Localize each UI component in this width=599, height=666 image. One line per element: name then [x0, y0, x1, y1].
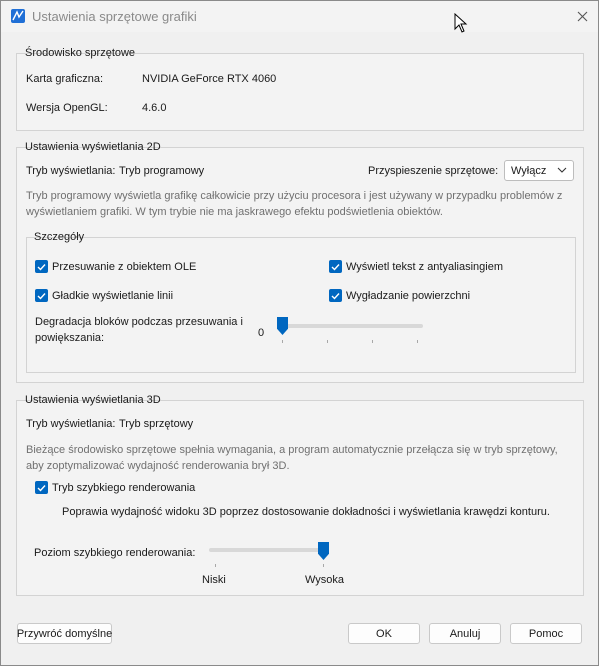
graphics-card-value: NVIDIA GeForce RTX 4060 [142, 73, 277, 85]
ole-pan-checkbox[interactable] [35, 260, 196, 273]
fast-render-checkbox[interactable] [35, 481, 195, 494]
window-title: Ustawienia sprzętowe grafiki [32, 9, 197, 24]
smooth-lines-label: Gładkie wyświetlanie linii [52, 289, 174, 302]
app-icon [11, 9, 25, 23]
checkbox-checked-icon [35, 289, 48, 302]
fast-render-level-label: Poziom szybkiego renderowania: [34, 547, 196, 559]
fast-render-description: Poprawia wydajność widoku 3D poprzez dostosowanie dokładności i wyświetlania krawędzi konturu. [62, 506, 550, 518]
help-button[interactable]: Pomoc [510, 623, 582, 644]
hardware-acceleration-label: Przyspieszenie sprzętowe: [368, 165, 499, 177]
slider-tick [327, 340, 328, 343]
details-group [26, 237, 576, 373]
antialias-text-checkbox[interactable] [329, 260, 503, 273]
display-3d-description: Bieżące środowisko sprzętowe spełnia wymagania, a program automatycznie przełącza się w tryb sprzętowy, aby zoptymalizować wydajność renderowania brył 3D. [26, 444, 558, 472]
slider-tick [282, 340, 283, 343]
slider-tick [372, 340, 373, 343]
display-3d-mode-label: Tryb wyświetlania: [26, 418, 116, 430]
fast-render-level-low: Niski [202, 574, 226, 586]
slider-tick [215, 564, 216, 567]
surface-smoothing-label: Wygładzanie powierzchni [346, 289, 471, 302]
checkbox-checked-icon [35, 481, 48, 494]
opengl-version-value: 4.6.0 [142, 102, 167, 114]
block-degradation-label: Degradacja bloków podczas przesuwania i powiększania: [35, 316, 243, 344]
display-2d-title: Ustawienia wyświetlania 2D [25, 141, 161, 153]
cancel-button[interactable]: Anuluj [429, 623, 501, 644]
slider-tick [417, 340, 418, 343]
close-icon [577, 11, 588, 22]
checkbox-checked-icon [329, 260, 342, 273]
fast-render-level-high: Wysoka [305, 574, 345, 586]
fast-render-label: Tryb szybkiego renderowania [52, 481, 196, 494]
hardware-environment-group [16, 53, 584, 131]
display-3d-mode-value: Tryb sprzętowy [119, 418, 194, 430]
restore-defaults-button[interactable]: Przywróć domyślne [17, 623, 112, 644]
antialias-text-label: Wyświetl tekst z antyaliasingiem [346, 260, 504, 273]
fast-render-level-slider-track[interactable] [209, 548, 325, 552]
chevron-down-icon [557, 167, 567, 174]
ole-pan-label: Przesuwanie z obiektem OLE [52, 260, 197, 273]
opengl-version-label: Wersja OpenGL: [26, 102, 108, 114]
display-2d-mode-label: Tryb wyświetlania: [26, 165, 116, 177]
block-degradation-value: 0 [258, 327, 265, 339]
checkbox-checked-icon [35, 260, 48, 273]
details-title: Szczegóły [34, 231, 85, 243]
hardware-acceleration-select[interactable] [504, 160, 574, 181]
graphics-card-label: Karta graficzna: [26, 73, 104, 85]
display-3d-title: Ustawienia wyświetlania 3D [25, 394, 161, 406]
checkbox-checked-icon [329, 289, 342, 302]
surface-smoothing-checkbox[interactable] [329, 289, 470, 302]
smooth-lines-checkbox[interactable] [35, 289, 173, 302]
hardware-acceleration-value: Wyłącz [511, 165, 547, 177]
slider-tick [323, 564, 324, 567]
display-2d-description: Tryb programowy wyświetla grafikę całkowicie przy użyciu procesora i jest używany w przypadku problemów z wyświetlaniem grafiki. W tym trybie nie ma jaskrawego efektu podświetlenia obiektów. [26, 190, 563, 218]
display-2d-mode-value: Tryb programowy [119, 165, 205, 177]
ok-button[interactable]: OK [348, 623, 420, 644]
mouse-cursor-icon [454, 13, 468, 33]
close-button[interactable] [571, 6, 593, 26]
title-bar [1, 1, 598, 32]
block-degradation-slider-track[interactable] [277, 324, 423, 328]
hardware-environment-title: Środowisko sprzętowe [25, 47, 136, 59]
